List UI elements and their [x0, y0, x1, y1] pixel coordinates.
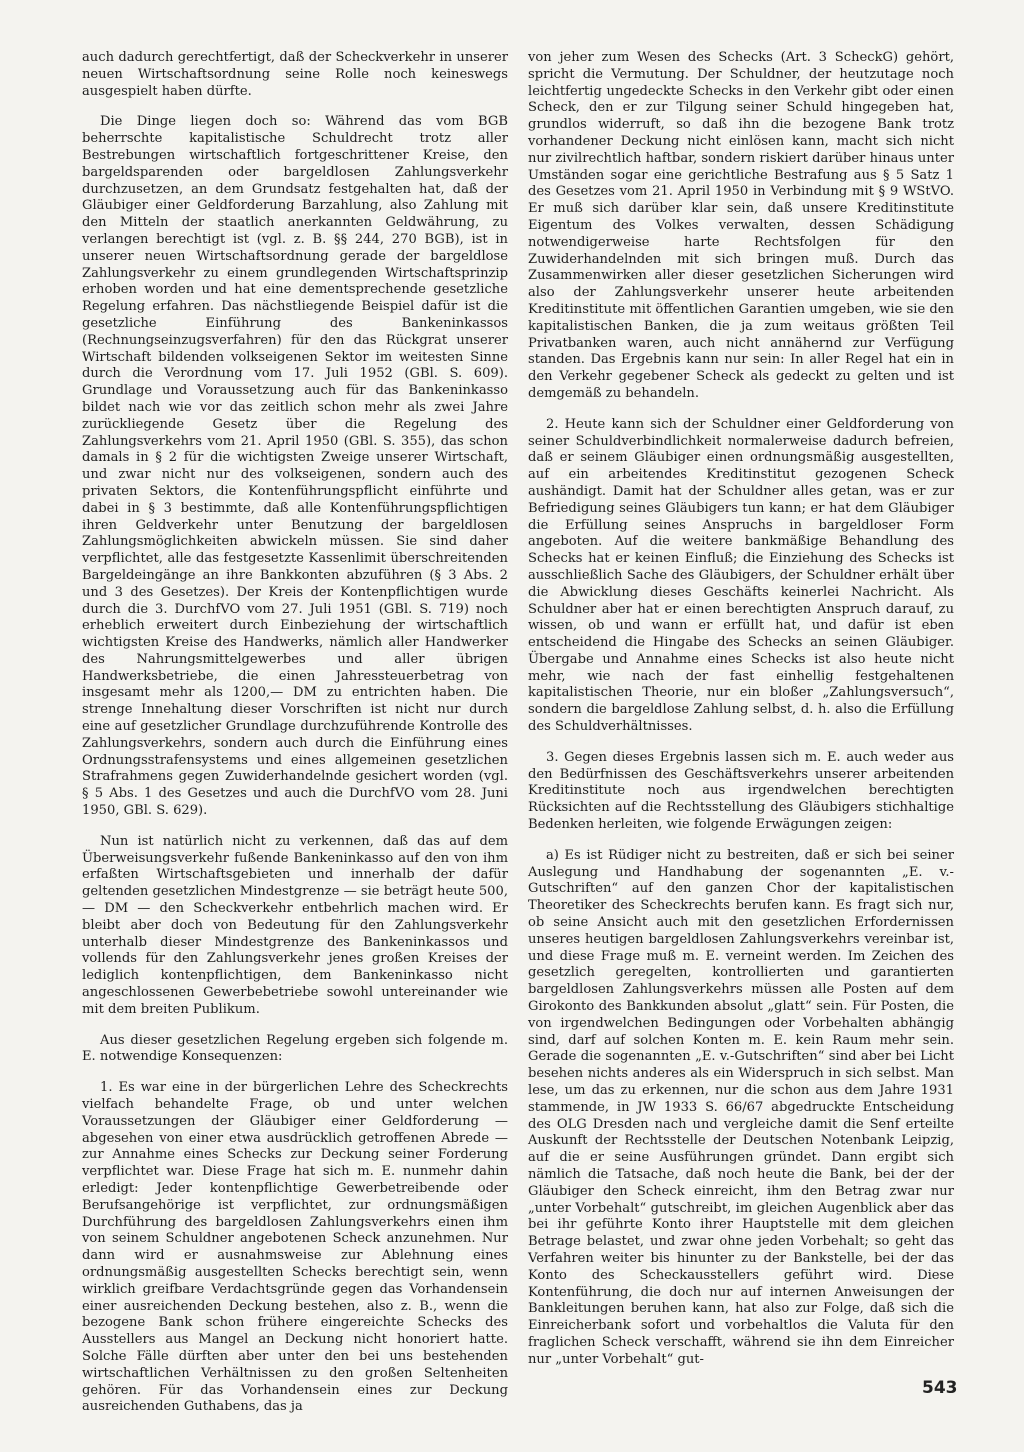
paragraph: 2. Heute kann sich der Schuldner einer Geldforderung von seiner Schuldverbindlichkeit normalerweise dadurch befreien, daß er seinem Gläubiger einen ordnungsmäßig ausgestellten, auf ein arbeitendes Kreditinstitut gezogenen Scheck aushändigt. Damit hat der Schuldner alles getan, was er zur Befriedigung seines Gläubigers tun kann; er hat dem Gläubiger die Erfüllung seines Anspruchs in bargeldloser Form angeboten. Auf die weitere bankmäßige Behandlung des Schecks hat er keinen Einfluß; die Einziehung des Schecks ist ausschließlich Sache des Gläubigers, der Schuldner erhält über die Abwicklung dieses Geschäfts keinerlei Nachricht. Als Schuldner aber hat er einen berechtigten Anspruch darauf, zu wissen, ob und wann er erfüllt hat, und dafür ist eben entscheidend die Hingabe des Schecks an seinen Gläubiger. Übergabe und Annahme eines Schecks ist also heute nicht mehr, wie nach der fast einhellig festgehaltenen kapitalistischen Theorie, nur ein bloßer „Zahlungsversuch“, sondern die bargeldlose Zahlung selbst, d. h. also die Erfüllung des Schuldverhältnisses. [528, 416, 954, 735]
paragraph: Nun ist natürlich nicht zu verkennen, daß das auf dem Überweisungsverkehr fußende Bankeninkasso auf den von ihm erfaßten Wirtschaftsgebieten und innerhalb der dafür geltenden gesetzlichen Mindestgrenze — sie beträgt heute 500,— DM — den Scheckverkehr entbehrlich machen wird. Er bleibt aber doch von Bedeutung für den Zahlungsverkehr unterhalb dieser Mindestgrenze des Bankeninkassos und vollends für den Zahlungsverkehr jenes großen Kreises der lediglich kontenpflichtigen, dem Bankeninkasso nicht angeschlossenen Gewerbebetriebe sowohl untereinander wie mit dem breiten Publikum. [82, 833, 508, 1017]
paragraph: Die Dinge liegen doch so: Während das vom BGB beherrschte kapitalistische Schuldrecht trotz aller Bestrebungen wirtschaftlich fortgeschrittener Kreise, den bargeldsparenden oder bargeldlosen Zahlungsverkehr durchzusetzen, an dem Grundsatz festgehalten hat, daß der Gläubiger einer Geldforderung Barzahlung, also Zahlung mit den Mitteln der staatlich anerkannten Geldwährung, zu verlangen berechtigt ist (vgl. z. B. §§ 244, 270 BGB), ist in unserer neuen Wirtschaftsordnung gerade der bargeldlose Zahlungsverkehr zu einem grundlegenden Wirtschaftsprinzip erhoben worden und hat eine dementsprechende gesetzliche Regelung erfahren. Das nächstliegende Beispiel dafür ist die gesetzliche Einführung des Bankeninkassos (Rechnungseinzugsverfahren) für den das Rückgrat unserer Wirtschaft bildenden volkseigenen Sektor im weitesten Sinne durch die Verordnung vom 17. Juli 1952 (GBl. S. 609). Grundlage und Voraussetzung auch für das Bankeninkasso bildet nach wie vor das zeitlich schon mehr als zwei Jahre zurückliegende Gesetz über die Regelung des Zahlungsverkehrs vom 21. April 1950 (GBl. S. 355), das schon damals in § 2 für die wichtigsten Zweige unserer Wirtschaft, und zwar nicht nur des volkseigenen, sondern auch des privaten Sektors, die Kontenführungspflicht einführte und dabei in § 3 bestimmte, daß alle Kontenführungspflichtigen ihren Geldverkehr unter Benutzung der bargeldlosen Zahlungsmöglichkeiten abwickeln müssen. Sie sind daher verpflichtet, alle das festgesetzte Kassenlimit überschreitenden Bargeldeingänge an ihre Bankkonten abzuführen (§ 3 Abs. 2 und 3 des Gesetzes). Der Kreis der Kontenpflichtigen wurde durch die 3. DurchfVO vom 27. Juli 1951 (GBl. S. 719) noch erheblich erweitert durch Einbeziehung der wirtschaftlich wichtigsten Kreise des Handwerks, nämlich aller Handwerker des Nahrungsmittelgewerbes und aller übrigen Handwerksbetriebe, die einen Jahressteuerbetrag von insgesamt mehr als 1200,— DM zu entrichten haben. Die strenge Innehaltung dieser Vorschriften ist nicht nur durch eine auf gesetzlicher Grundlage durchzuführende Kontrolle des Zahlungsverkehrs, sondern auch durch die Einführung eines Ordnungsstrafensystems und eines allgemeinen gesetzlichen Strafrahmens gegen Zuwiderhandelnde gesichert worden (vgl. § 5 Abs. 1 des Gesetzes und auch die DurchfVO vom 28. Juni 1950, GBl. S. 629). [82, 114, 508, 819]
paragraph: von jeher zum Wesen des Schecks (Art. 3 ScheckG) gehört, spricht die Vermutung. Der Schuldner, der heutzutage noch leichtfertig ungedeckte Schecks in den Verkehr gibt oder einen Scheck, den er zur Tilgung seiner Schuld hingegeben hat, grundlos widerruft, so daß ihn die bezogene Bank trotz vorhandener Deckung nicht einlösen kann, macht sich nicht nur zivilrechtlich haftbar, sondern riskiert darüber hinaus unter Umständen sogar eine gerichtliche Bestrafung aus § 5 Satz 1 des Gesetzes vom 21. April 1950 in Verbindung mit § 9 WStVO. Er muß sich darüber klar sein, daß unsere Kreditinstitute Eigentum des Volkes verwalten, dessen Schädigung notwendigerweise harte Rechtsfolgen für den Zuwiderhandelnden mit sich bringen muß. Durch das Zusammenwirken aller dieser gesetzlichen Sicherungen wird also der Zahlungsverkehr unserer heute arbeitenden Kreditinstitute mit öffentlichen Garantien umgeben, wie sie den kapitalistischen Banken, die ja zum weitaus größten Teil Privatbanken waren, auch nicht annähernd zur Verfügung standen. Das Ergebnis kann nur sein: In aller Regel hat ein in den Verkehr gegebener Scheck als gedeckt zu gelten und ist demgemäß zu behandeln. [528, 50, 954, 401]
paragraph: Aus dieser gesetzlichen Regelung ergeben sich folgende m. E. notwendige Konsequenzen: [82, 1032, 508, 1065]
paragraph: 3. Gegen dieses Ergebnis lassen sich m. E. auch weder aus den Bedürfnissen des Geschäftsverkehrs unserer arbeitenden Kreditinstitute noch aus irgendwelchen berechtigten Rücksichten auf die Rechtsstellung des Gläubigers stichhaltige Bedenken herleiten, wie folgende Erwägungen zeigen: [528, 749, 954, 833]
right-column [528, 50, 954, 1369]
paragraph: 1. Es war eine in der bürgerlichen Lehre des Scheckrechts vielfach behandelte Frage, ob und unter welchen Voraussetzungen der Gläubiger einer Geldforderung — abgesehen von einer etwa ausdrücklich getroffenen Abrede — zur Annahme eines Schecks zur Deckung seiner Forderung verpflichtet war. Diese Frage hat sich m. E. nunmehr dahin erledigt: Jeder kontenpflichtige Gewerbetreibende oder Berufsangehörige ist verpflichtet, zur ordnungsmäßigen Durchführung des bargeldlosen Zahlungsverkehrs einen ihm von seinem Schuldner angebotenen Scheck anzunehmen. Nur dann wird er ausnahmsweise zur Ablehnung eines ordnungsmäßig ausgestellten Schecks berechtigt sein, wenn wirklich greifbare Verdachtsgründe gegen das Vorhandensein einer ausreichenden Deckung bestehen, also z. B., wenn die bezogene Bank schon frühere eingereichte Schecks des Ausstellers aus Mangel an Deckung nicht honoriert hatte. Solche Fälle dürften aber unter den bei uns bestehenden wirtschaftlichen Verhältnissen zu den großen Seltenheiten gehören. Für das Vorhandensein eines zur Deckung ausreichenden Guthabens, das ja [82, 1080, 508, 1415]
left-column [82, 50, 508, 1416]
page-number: 543 [922, 1378, 958, 1398]
paragraph: a) Es ist Rüdiger nicht zu bestreiten, daß er sich bei seiner Auslegung und Handhabung der sogenannten „E. v.-Gutschriften“ auf den ganzen Chor der kapitalistischen Theoretiker des Scheckrechts berufen kann. Es fragt sich nur, ob seine Ansicht auch mit den gesetzlichen Erfordernissen unseres heutigen bargeldlosen Zahlungsverkehrs vereinbar ist, und diese Frage muß m. E. verneint werden. Im Zeichen des gesetzlich geregelten, kontrollierten und garantierten bargeldlosen Zahlungsverkehrs müssen alle Posten auf dem Girokonto des Bankkunden absolut „glatt“ sein. Für Posten, die von irgendwelchen Bedingungen oder Vorbehalten abhängig sind, darf auf solchen Konten m. E. kein Raum mehr sein. Gerade die sogenannten „E. v.-Gutschriften“ sind aber bei Licht besehen nichts anderes als ein Widerspruch in sich selbst. Man lese, um das zu erkennen, nur die schon aus dem Jahre 1931 stammende, in JW 1933 S. 66/67 abgedruckte Entscheidung des OLG Dresden nach und vergleiche damit die Senf erteilte Auskunft der Rechtsstelle der Deutschen Notenbank Leipzig, auf die er seine Ausführungen gründet. Dann ergibt sich nämlich die Tatsache, daß noch heute die Bank, bei der der Gläubiger den Scheck einreicht, ihm den Betrag zwar nur „unter Vorbehalt“ gutschreibt, im gleichen Augenblick aber das bei ihr geführte Konto ihrer Hauptstelle mit dem gleichen Betrage belastet, und zwar ohne jeden Vorbehalt; so geht das Verfahren weiter bis hinunter zu der Bankstelle, bei der das Konto des Scheckausstellers geführt wird. Diese Kontenführung, die doch nur auf internen Anweisungen der Bankleitungen beruhen kann, hat also zur Folge, daß sich die Einreicherbank sofort und vorbehaltlos die Valuta für den fraglichen Scheck verschafft, während sie ihn dem Einreicher nur „unter Vorbehalt“ gut- [528, 847, 954, 1367]
paragraph: auch dadurch gerechtfertigt, daß der Scheckverkehr in unserer neuen Wirtschaftsordnung seine Rolle noch keineswegs ausgespielt haben dürfte. [82, 50, 508, 99]
